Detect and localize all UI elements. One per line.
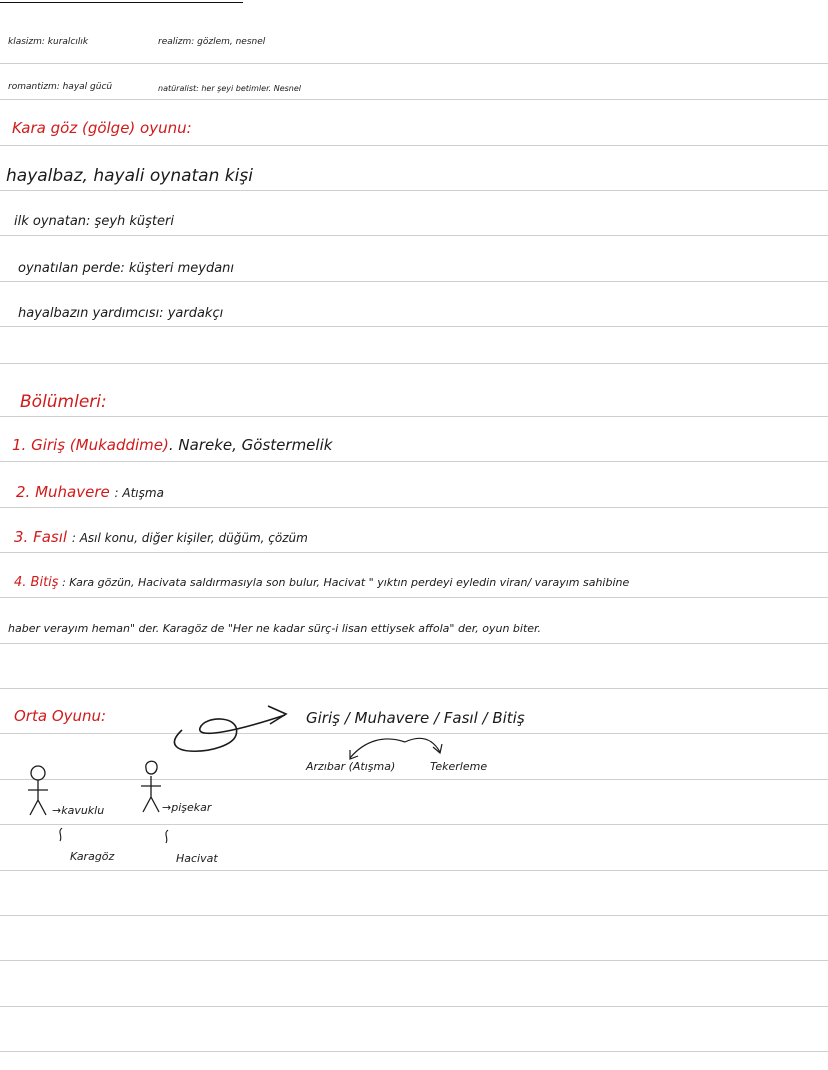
curl-mark-icon: [60, 828, 62, 841]
bolum-item-4-text: : Kara gözün, Hacivata saldırmasıyla son bulur, Hacivat " yıktın perdeyi eyledin viran/ varayım sahibine: [62, 576, 630, 589]
ilk-oynatan-note: ilk oynatan: şeyh küşteri: [14, 214, 174, 229]
curl-mark-icon: [166, 830, 168, 843]
curve-arrow-right-icon: [405, 738, 440, 752]
hayalbaz-note: hayalbaz, hayali oynatan kişi: [6, 166, 253, 186]
orta-oyunu-subtype-right: Tekerleme: [430, 760, 488, 773]
bolum-item-2-label: 2. Muhavere: [16, 483, 110, 501]
bolum-item-3-text: : Asıl konu, diğer kişiler, düğüm, çözüm: [71, 531, 308, 545]
char1-role: →kavuklu: [52, 804, 105, 817]
karagoz-heading: Kara göz (gölge) oyunu:: [12, 119, 192, 137]
char2-role: →pişekar: [162, 801, 212, 814]
klasizm-note: klasizm: kuralcılık: [8, 37, 89, 47]
char2-name: Hacivat: [176, 852, 218, 865]
romantizm-note: romantizm: hayal gücü: [8, 82, 113, 92]
loop-arrow-icon: [174, 715, 285, 751]
stick-figure-head-icon: [31, 766, 45, 780]
bolum-item-1-label: 1. Giriş (Mukaddime): [12, 436, 169, 454]
yardimcisi-note: hayalbazın yardımcısı: yardakçı: [18, 306, 224, 321]
bolum-item-4-continuation: haber verayım heman" der. Karagöz de "Her ne kadar sürç-i lisan ettiysek affola" der, oyun biter.: [8, 622, 542, 635]
realizm-note: realizm: gözlem, nesnel: [158, 37, 266, 47]
loop-arrowhead-icon: [268, 706, 286, 724]
oynatilan-perde-note: oynatılan perde: küşteri meydanı: [18, 261, 235, 276]
stick-figure-hat-icon: [146, 761, 157, 774]
bolum-item-2-text: : Atışma: [114, 486, 164, 500]
naturalist-note: natüralist: her şeyi betimler. Nesnel: [158, 84, 301, 93]
stick-figure-body-icon: [141, 776, 161, 812]
orta-oyunu-heading: Orta Oyunu:: [14, 707, 107, 725]
bolumleri-heading: Bölümleri:: [20, 392, 107, 412]
orta-oyunu-subtype-left: Arzıbar (Atışma): [306, 760, 396, 773]
curve-arrow-left-icon: [350, 739, 405, 758]
orta-oyunu-sections: Giriş / Muhavere / Fasıl / Bitiş: [306, 709, 525, 727]
bolum-item-1-text: . Nareke, Göstermelik: [168, 436, 333, 454]
char1-name: Karagöz: [70, 850, 115, 863]
bolum-item-4-label: 4. Bitiş: [14, 575, 59, 590]
bolum-item-3-label: 3. Fasıl: [14, 528, 68, 546]
stick-figure-body-icon: [28, 780, 48, 815]
